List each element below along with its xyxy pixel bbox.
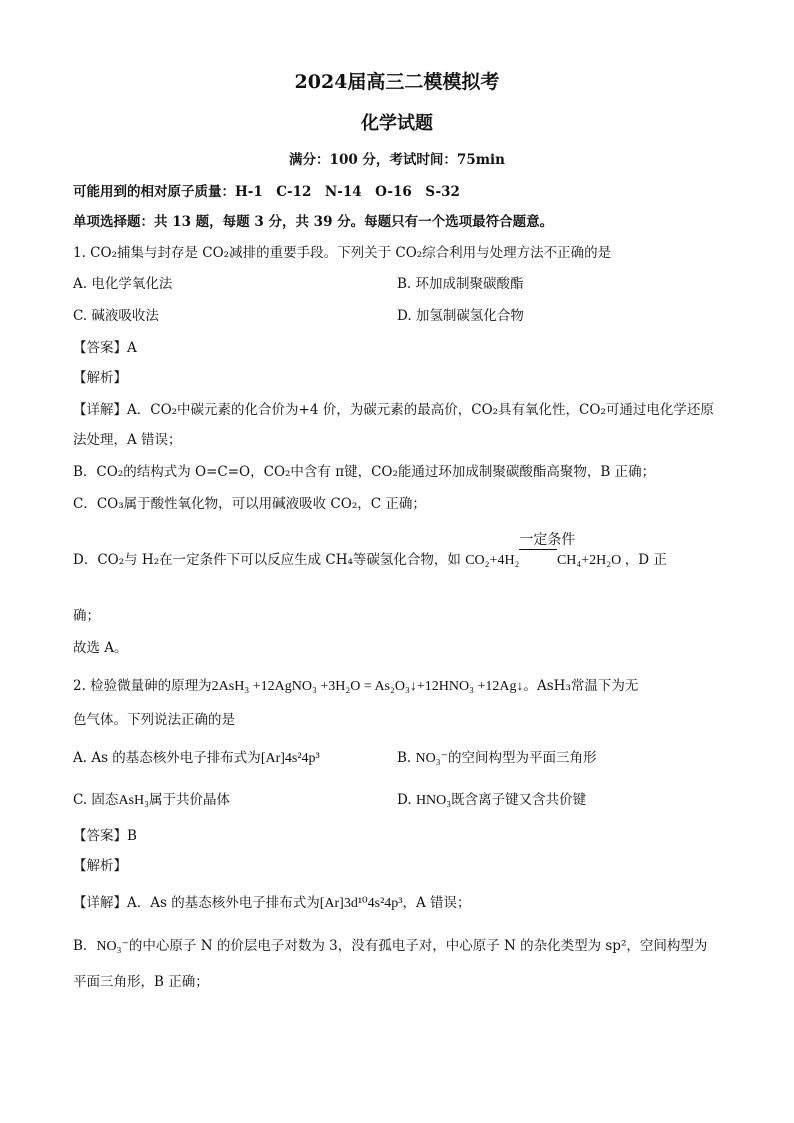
q1-option-b: B. 环加成制聚碳酸酯 (397, 276, 524, 292)
subject-title: 化学试题 (361, 113, 433, 134)
exam-meta: 满分：100 分，考试时间：75min (289, 152, 505, 168)
q1-detail-a-line1: 【详解】A．CO₂中碳元素的化合价为+4 价，为碳元素的最高价，CO₂具有氧化性，CO₂可通过电化学还原 (73, 402, 714, 418)
q1-answer: 【答案】A (73, 340, 137, 356)
q2-analysis-label: 【解析】 (73, 858, 127, 874)
q1-option-c: C. 碱液吸收法 (73, 308, 159, 324)
q1-detail-b: B．CO₂的结构式为 O=C=O，CO₂中含有 π键，CO₂能通过环加成制聚碳酸酯高聚物，B 正确； (73, 464, 656, 480)
q2-detail-b (73, 936, 707, 957)
q2-option-c-text: C. 固态 (73, 792, 119, 808)
q2-option-a-text: A. As 的基态核外电子排布式为 (73, 750, 261, 766)
section-heading: 单项选择题：共 13 题，每题 3 分，共 39 分。每题只有一个选项最符合题意。 (73, 214, 554, 230)
q1-conclusion: 故选 A。 (73, 640, 128, 656)
q2-option-b-letter: B. (397, 750, 412, 766)
q2-option-b-ion: NO₃⁻ (415, 751, 449, 766)
q1-option-a: A. 电化学氧化法 (73, 276, 173, 292)
q1-stem: 1. CO₂捕集与封存是 CO₂减排的重要手段。下列关于 CO₂综合利用与处理方法不正确的是 (73, 245, 612, 261)
q1-analysis-label: 【解析】 (73, 370, 127, 386)
q2-stem-equation: 2AsH₃ +12AgNO₃ +3H₂O = As₂O₃↓+12HNO₃ +12Ag↓ (211, 679, 524, 694)
exam-title: 2024届高三二模模拟考 (294, 71, 500, 93)
q2-option-a (73, 748, 320, 769)
q2-detail-b-line2: 平面三角形，B 正确； (73, 974, 209, 990)
q2-stem-tail: 。AsH₃常温下为无 (523, 678, 639, 694)
q2-option-d-text: 既含离子键又含共价键 (451, 792, 587, 808)
q2-option-c (73, 790, 230, 811)
q2-detail-a (73, 893, 471, 914)
q1-reaction-products: CH₄+2H₂O (556, 553, 622, 568)
q2-option-a-config: [Ar]4s²4p³ (260, 751, 320, 766)
q2-option-d (397, 790, 586, 811)
q1-detail-d (73, 533, 667, 571)
q1-reaction-equation (465, 533, 625, 568)
q2-detail-b-ion: NO₃⁻ (96, 939, 129, 954)
q2-detail-a-config: [Ar]3d¹⁰4s²4p³ (319, 896, 403, 911)
q1-detail-c: C．CO₃属于酸性氧化物，可以用碱液吸收 CO₂，C 正确； (73, 496, 426, 512)
q2-option-d-formula: HNO₃ (415, 793, 452, 808)
q2-option-b-text: 的空间构型为平面三角形 (448, 750, 597, 766)
q1-reaction-condition: 一定条件 (519, 533, 576, 548)
q2-option-c-formula: AsH₃ (118, 793, 149, 808)
q2-detail-b-letter: B． (73, 938, 97, 954)
q2-option-b (397, 748, 597, 769)
q2-detail-b-text: 的中心原子 N 的价层电子对数为 3，没有孤电子对，中心原子 N 的杂化类型为 sp²，空间构型为 (128, 938, 708, 954)
q2-answer: 【答案】B (73, 828, 137, 844)
q1-reaction-reactants: CO₂+4H₂ (465, 553, 520, 568)
q1-detail-d-text: D．CO₂与 H₂在一定条件下可以反应生成 CH₄等碳氢化合物，如 (73, 552, 461, 568)
q1-detail-a-line2: 法处理，A 错误； (73, 432, 182, 448)
q1-option-d: D. 加氢制碳氢化合物 (397, 308, 524, 324)
q1-detail-d-line2: 确； (73, 608, 100, 624)
q2-option-d-letter: D. (397, 792, 412, 808)
q2-stem-text: 2. 检验微量砷的原理为 (73, 678, 212, 694)
q2-stem-line2: 色气体。下列说法正确的是 (73, 712, 235, 728)
q2-option-c-tail: 属于共价晶体 (149, 792, 230, 808)
q1-reaction-arrow (519, 533, 576, 571)
atomic-masses: 可能用到的相对原子质量：H-1 C-12 N-14 O-16 S-32 (73, 184, 460, 200)
q2-stem (73, 676, 638, 697)
q2-detail-a-tail: ，A 错误； (402, 895, 471, 911)
q2-detail-a-text: 【详解】A．As 的基态核外电子排布式为 (73, 895, 320, 911)
q1-detail-d-tail: ，D 正 (624, 552, 667, 568)
